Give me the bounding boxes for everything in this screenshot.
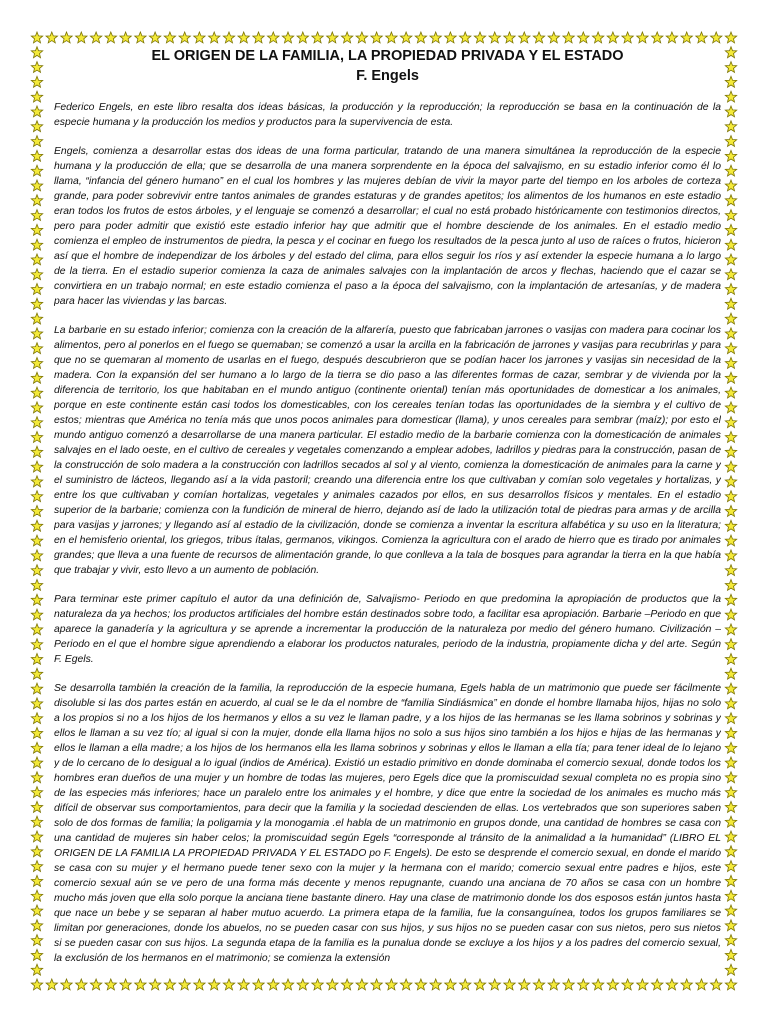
star-icon bbox=[31, 639, 42, 650]
star-icon bbox=[31, 935, 42, 946]
star-icon bbox=[31, 654, 42, 665]
star-icon bbox=[135, 32, 146, 43]
star-icon bbox=[149, 32, 160, 43]
star-icon bbox=[725, 535, 736, 546]
star-icon bbox=[31, 269, 42, 280]
star-icon bbox=[578, 32, 589, 43]
star-icon bbox=[31, 150, 42, 161]
star-icon bbox=[297, 32, 308, 43]
star-icon bbox=[282, 32, 293, 43]
star-icon bbox=[31, 964, 42, 975]
star-icon bbox=[725, 121, 736, 132]
star-icon bbox=[696, 32, 707, 43]
star-icon bbox=[725, 683, 736, 694]
star-icon bbox=[725, 298, 736, 309]
star-icon bbox=[31, 520, 42, 531]
star-icon bbox=[31, 801, 42, 812]
star-icon bbox=[31, 195, 42, 206]
star-icon bbox=[31, 210, 42, 221]
paragraph-2: Engels, comienza a desarrollar estas dos ideas de una forma particular, tratando de una manera simultánea la reproducción de la especie humana y la producción de ella; que se desarrolla de una manera sorprendente en la época del salvajismo, en su estadio inferior como él lo llama, “infancia del género humano” en el cual los hombres y las mujeres debían de vivir la mayor parte del tiempo en los arboles de corteza grande, para poder sobrevivir entre tantos animales de grandes estaturas y de grandes apetitos; los alimentos de los humanos en este estadio eran todos los frutos de estos árboles, y el lenguaje se comenzó a desarrollar; el cual no está probado históricamente con testimonios directos, pero para poder admitir que existió este estadio inferior hay que admitir que el hombre desciende de los animales. En el estadio medio comienza el empleo de instrumentos de piedra, la pesca y el cocinar en fuego los resultados de la pesca junto al uso de raíces o frutos, hicieron así que el hombre de independizar de los árboles y del estado del clima, para ellos seguir los ríos y así extender la especie humana a lo largo de la tierra. En el estadio superior comienza la caza de animales salvajes con la implantación de arcos y flechas, haciendo que el cazar se convirtiera en un trabajo normal; en este estadio comienza el paso a la época del salvajismo, con la implantación de artesanías, y de madera para hacer las viviendas y las barcas. bbox=[54, 146, 721, 307]
star-icon bbox=[386, 32, 397, 43]
star-icon bbox=[31, 343, 42, 354]
star-icon bbox=[31, 180, 42, 191]
star-icon bbox=[725, 47, 736, 58]
star-icon bbox=[725, 757, 736, 768]
star-icon bbox=[31, 432, 42, 443]
star-icon bbox=[31, 979, 42, 990]
star-icon bbox=[725, 372, 736, 383]
star-icon bbox=[31, 298, 42, 309]
star-icon bbox=[725, 402, 736, 413]
star-icon bbox=[725, 654, 736, 665]
star-icon bbox=[725, 91, 736, 102]
star-icon bbox=[31, 831, 42, 842]
star-icon bbox=[725, 801, 736, 812]
star-icon bbox=[31, 506, 42, 517]
star-icon bbox=[31, 328, 42, 339]
star-icon bbox=[31, 861, 42, 872]
star-icon bbox=[725, 639, 736, 650]
star-icon bbox=[31, 713, 42, 724]
star-icon bbox=[725, 742, 736, 753]
star-icon bbox=[31, 846, 42, 857]
star-icon bbox=[725, 713, 736, 724]
star-icon bbox=[238, 32, 249, 43]
star-icon bbox=[725, 565, 736, 576]
star-icon bbox=[31, 594, 42, 605]
star-icon bbox=[31, 683, 42, 694]
star-icon bbox=[31, 224, 42, 235]
star-icon bbox=[725, 816, 736, 827]
star-icon bbox=[725, 905, 736, 916]
star-icon bbox=[223, 32, 234, 43]
star-icon bbox=[725, 594, 736, 605]
star-icon bbox=[725, 269, 736, 280]
star-icon bbox=[725, 32, 736, 43]
paragraph-3: La barbarie en su estado inferior; comienza con la creación de la alfarería, puesto que fabricaban jarrones o vasijas con madera para cocinar los alimentos, pero al ponerlos en el fuego se quemaban; se comenzó a usar la arcilla en la fabricación de jarrones y vasijas para recubrirlas y para que no se quemaran al momento de usarlas en el fuego, después descubrieron que se podían hacer los jarrones y vasijas sin necesidad de la madera. Con la expansión del ser humano a lo largo de la tierra se dio paso a las diferentes formas de cazar, sembrar y de vivienda por la diferencia de territorio, los que habitaban en el mundo antiguo (continente oriental) tenían más oportunidades de domesticar a los animales, porque en este continente están casi todos los domesticables, con los cereales tenían todas las oportunidades de la siembra y el cultivo de estos; mientras que América no tenía más que unos pocos animales para domesticar (llama), y unos cereales para sembrar (maíz); por esto el mundo antiguo comenzó a desarrollarse de una manera particular. El estadio medio de la barbarie comienza con la domesticación de animales salvajes en el lado oeste, en el cultivo de cereales y vegetales comenzando a emplear adobes, ladrillos y piedras para la construcción, pasan de la construcción de solo madera a la construcción con ladrillos secados al sol y al viento, comienza la domesticación de animales para la carne y el suministro de lácteos, llegando así a la vida pastoril; creando una diferencia entre los que cultivaban y comían solo vegetales y hortalizas, y entre los que cultivaban y comían hortalizas, vegetales y animales cazados por ellos, en sus desarrollos físicos y mentales. En el estadio superior de la barbarie; comienza con la fundición de mineral de hierro, dejando así de lado la utilización total de piedras para armas y de arcilla para vasijas y jarrones; y llegando así al estadio de la civilización, donde se comienza a inventar la escritura alfabética y su uso en la literatura; en el hemisferio oriental, los griegos, tribus ítalas, germanos, vikingos. Comienza la agricultura con el arado de hierro que es tirado por animales grandes; que lleva a una fuente de recursos de alimentación grande, lo que conlleva a la tala de bosques para agrandar la tierra en la que había que trabajar y vivir, esto llevo a un aumento de población. bbox=[54, 325, 721, 576]
star-icon bbox=[268, 32, 280, 43]
star-icon bbox=[31, 387, 42, 398]
star-icon bbox=[415, 32, 426, 43]
star-icon bbox=[725, 491, 736, 502]
star-icon bbox=[725, 861, 736, 872]
star-icon bbox=[460, 32, 471, 43]
star-icon bbox=[725, 387, 736, 398]
star-icon bbox=[31, 772, 42, 783]
star-icon bbox=[725, 846, 736, 857]
star-icon bbox=[31, 476, 42, 487]
star-icon bbox=[31, 446, 42, 457]
star-icon bbox=[725, 76, 736, 87]
star-icon bbox=[31, 121, 42, 132]
star-icon bbox=[46, 32, 57, 43]
star-icon bbox=[31, 62, 42, 73]
star-icon bbox=[90, 32, 101, 43]
star-icon bbox=[622, 32, 633, 43]
star-icon bbox=[725, 668, 736, 679]
star-icon bbox=[533, 32, 544, 43]
star-icon bbox=[31, 91, 42, 102]
star-icon bbox=[31, 284, 42, 295]
paragraph-5: Se desarrolla también la creación de la familia, la reproducción de la especie humana, Egels habla de un matrimonio que puede ser fácilmente disoluble si las dos partes están en acuerdo, al cual se le da el nombre de “familia Sindiásmica” en donde el hombre llamaba hijos, hijas no solo a los propios si no a los hijos de los hermanos y ellos a su vez le llaman padre, y a los hijos de las hermanas se les llama sobrinos y sobrinas y ellos le llaman a su vez tío; al igual si con la mujer, donde ella llama hijos no solo a sus hijos sino también a los hijos e hijas de las hermanas y ellos le llaman a ella madre; a los hijos de los hermanos ella les llama sobrinos y sobrinas y ellos le llaman a ella tía; para tener ideal de lo lejano y de lo cercano de lo desigual a lo igual (indios de América). Existió un estadio primitivo en donde dominaba el comercio sexual, donde todos los hombres eran dueños de una mujer y un hombre de todas las mujeres, pero Egels dice que la promiscuidad sexual completa no es propia sino de las especies más inferiores; hace un paralelo entre los animales y el hombre, y dice que entre la sociedad de los animales es mucho más difícil de observar sus comportamientos, para decir que la familia y la sociedad descienden de ellas. Los vertebrados que son superiores saben solo de dos formas de familia; la poligamia y la monogamia .el habla de un matrimonio en grupos donde, una cantidad de hombres se casa con una cantidad de mujeres sin haber celos; la promiscuidad según Egels “corresponde al tránsito de la animalidad a la humanidad” (LIBRO EL ORIGEN DE LA FAMILIA LA PROPIEDAD PRIVADA Y EL ESTADO po F. Engels). De esto se desprende el comercio sexual, en donde el marido se casa con su mujer y el hermano puede tener sexo con la mujer y la hermana con el marido; comercio sexual entre padres e hijos, este comercio sexual aún se ve pero de una forma más decente y menos repugnante, cuando una anciana de 70 años se casa con un hombre mucho más joven que ella solo porque la anciana tiene bastante dinero. Hay una clase de matrimonio donde los dos esposos están juntos hasta que nace un bebe y se separan al haber mutuo acuerdo. La primera etapa de la familia, fue la consanguínea, todos los grupos familiares se limitan por generaciones, donde los abuelos, no se pueden casar con sus hijos, y sus hijos no se pueden casar con sus nietos, pero sus nietos si se pueden casar con sus hijos. La segunda etapa de la familia es la punalua donde se excluye a los hijos y a los padres del comercio sexual, la exclusión de los hermanos en el matrimonio; se comienza la extensión bbox=[54, 683, 721, 964]
star-icon bbox=[371, 32, 382, 43]
star-icon bbox=[31, 890, 42, 901]
document-author: F. Engels bbox=[356, 68, 419, 84]
star-icon bbox=[681, 32, 692, 43]
star-icon bbox=[725, 62, 736, 73]
star-icon bbox=[31, 491, 42, 502]
document-title: EL ORIGEN DE LA FAMILIA, LA PROPIEDAD PRIVADA Y EL ESTADO bbox=[151, 48, 624, 64]
star-icon bbox=[31, 668, 42, 679]
star-icon bbox=[592, 32, 603, 43]
star-icon bbox=[31, 550, 42, 561]
star-icon bbox=[725, 343, 736, 354]
star-icon bbox=[209, 32, 220, 43]
star-icon bbox=[725, 461, 736, 472]
star-icon bbox=[725, 476, 736, 487]
star-icon bbox=[548, 32, 559, 43]
star-icon bbox=[31, 106, 42, 117]
star-icon bbox=[31, 402, 42, 413]
star-icon bbox=[31, 565, 42, 576]
star-icon bbox=[725, 150, 736, 161]
star-icon bbox=[179, 32, 190, 43]
star-icon bbox=[725, 550, 736, 561]
star-icon bbox=[61, 32, 72, 43]
paragraph-4: Para terminar este primer capítulo el autor da una definición de, Salvajismo- Periodo en que predomina la apropiación de productos que la naturaleza da ya hechos; los productos artificiales del hombre están destinados sobre todo, a facilitar esa apropiación. Barbarie –Periodo en que aparece la ganadería y la agricultura y se aprende a incrementar la producción de la naturaleza por medio del género humano. Civilización –Periodo en el que el hombre sigue aprendiendo a elaborar los productos naturales, periodo de la industria, propiamente dicha y del arte. Según F. Egels. bbox=[54, 594, 721, 665]
star-icon bbox=[607, 32, 618, 43]
star-icon bbox=[711, 32, 722, 43]
star-icon bbox=[31, 905, 42, 916]
star-icon bbox=[31, 816, 42, 827]
star-icon bbox=[120, 32, 131, 43]
star-icon bbox=[725, 180, 736, 191]
star-icon bbox=[31, 136, 42, 147]
star-icon bbox=[341, 32, 352, 43]
star-icon bbox=[725, 609, 736, 620]
star-icon bbox=[725, 432, 736, 443]
star-icon bbox=[31, 313, 42, 324]
star-icon bbox=[31, 698, 42, 709]
star-icon bbox=[725, 520, 736, 531]
star-icon bbox=[725, 328, 736, 339]
star-icon bbox=[563, 32, 574, 43]
star-icon bbox=[725, 935, 736, 946]
star-icon bbox=[725, 106, 736, 117]
star-icon bbox=[725, 136, 736, 147]
star-icon bbox=[725, 831, 736, 842]
star-icon bbox=[725, 239, 736, 250]
star-icon bbox=[725, 195, 736, 206]
star-icon bbox=[725, 313, 736, 324]
star-icon bbox=[31, 624, 42, 635]
star-icon bbox=[725, 875, 736, 886]
star-icon bbox=[652, 32, 663, 43]
star-icon bbox=[430, 32, 441, 43]
star-icon bbox=[31, 239, 42, 250]
star-icon bbox=[31, 32, 42, 43]
star-icon bbox=[725, 506, 736, 517]
star-icon bbox=[725, 224, 736, 235]
star-icon bbox=[31, 580, 42, 591]
star-icon bbox=[327, 32, 338, 43]
paragraph-1: Federico Engels, en este libro resalta dos ideas básicas, la producción y la reproducción; la reproducción se basa en la continuación de la especie humana y la producción los medios y productos para la supervivencia de esta. bbox=[54, 102, 721, 128]
star-icon bbox=[504, 32, 515, 43]
star-icon bbox=[725, 210, 736, 221]
star-icon bbox=[725, 446, 736, 457]
star-icon bbox=[31, 920, 42, 931]
star-icon bbox=[725, 417, 736, 428]
star-icon bbox=[725, 772, 736, 783]
star-icon bbox=[725, 254, 736, 265]
star-icon bbox=[725, 358, 736, 369]
star-icon bbox=[31, 254, 42, 265]
star-icon bbox=[489, 32, 501, 43]
star-icon bbox=[312, 32, 324, 43]
star-icon bbox=[725, 580, 736, 591]
star-icon bbox=[164, 32, 175, 43]
star-icon bbox=[725, 728, 736, 739]
star-icon bbox=[725, 890, 736, 901]
document-body bbox=[54, 46, 721, 986]
star-icon bbox=[31, 47, 42, 58]
star-icon bbox=[400, 32, 412, 43]
star-icon bbox=[31, 461, 42, 472]
star-icon bbox=[519, 32, 530, 43]
star-icon bbox=[31, 787, 42, 798]
star-icon bbox=[31, 609, 42, 620]
star-icon bbox=[31, 875, 42, 886]
star-icon bbox=[31, 728, 42, 739]
star-icon bbox=[637, 32, 648, 43]
star-icon bbox=[31, 535, 42, 546]
star-icon bbox=[725, 787, 736, 798]
star-icon bbox=[105, 32, 116, 43]
star-icon bbox=[31, 358, 42, 369]
star-icon bbox=[31, 949, 42, 960]
star-icon bbox=[194, 32, 205, 43]
star-icon bbox=[445, 32, 457, 43]
star-icon bbox=[31, 417, 42, 428]
star-icon bbox=[666, 32, 677, 43]
star-icon bbox=[31, 372, 42, 383]
star-icon bbox=[31, 757, 42, 768]
star-icon bbox=[725, 624, 736, 635]
star-icon bbox=[725, 949, 736, 960]
star-icon bbox=[253, 32, 264, 43]
star-icon bbox=[725, 165, 736, 176]
star-icon bbox=[31, 742, 42, 753]
star-icon bbox=[356, 32, 368, 43]
star-icon bbox=[725, 920, 736, 931]
star-icon bbox=[725, 284, 736, 295]
star-icon bbox=[76, 32, 87, 43]
star-icon bbox=[31, 76, 42, 87]
star-icon bbox=[474, 32, 485, 43]
star-icon bbox=[31, 165, 42, 176]
star-icon bbox=[725, 964, 736, 975]
star-icon bbox=[725, 698, 736, 709]
star-icon bbox=[725, 979, 736, 990]
